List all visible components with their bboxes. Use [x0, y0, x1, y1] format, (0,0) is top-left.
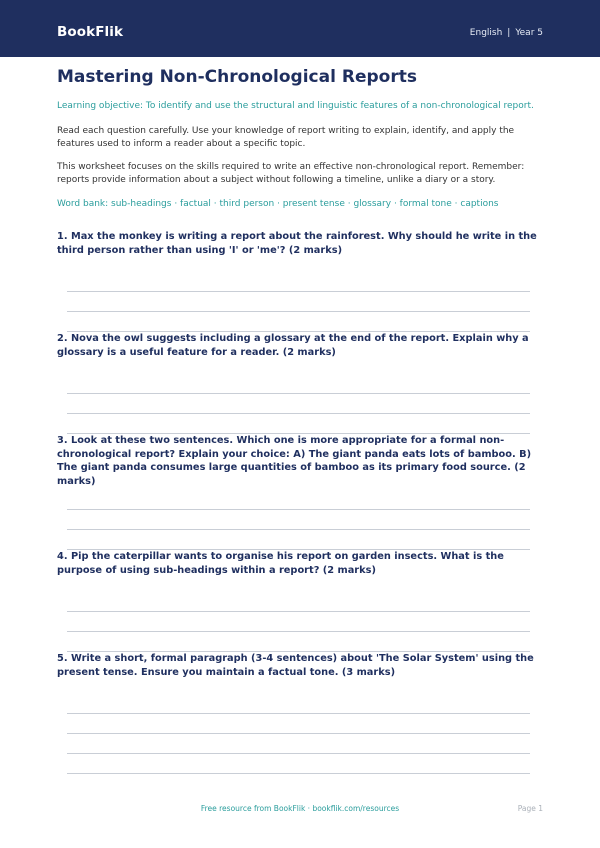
question-4: 4. Pip the caterpillar wants to organise his report on garden insects. What is the purpose of using sub-headings within a report? (2 marks) [57, 551, 504, 576]
question-5: 5. Write a short, formal paragraph (3-4 sentences) about 'The Solar System' using the present tense. Ensure you maintain a factual tone. (3 marks) [57, 653, 534, 678]
word-bank: Word bank: sub-headings · factual · third person · present tense · glossary · formal tone · captions [57, 199, 499, 209]
header-meta [470, 28, 543, 38]
instructions-paragraph: Read each question carefully. Use your knowledge of report writing to explain, identify, and apply the features used to inform a reader about a specific topic. [57, 126, 515, 149]
answer-line-q5-3[interactable] [67, 753, 530, 754]
answer-line-q4-2[interactable] [67, 631, 530, 632]
intro-paragraph: This worksheet focuses on the skills required to write an effective non-chronological report. Remember: reports provide information about a subject without following a timeline, unlike a diary or a story. [57, 162, 525, 185]
answer-line-q3-1[interactable] [67, 509, 530, 510]
question-3: 3. Look at these two sentences. Which one is more appropriate for a formal non-chronological report? Explain your choice: A) The giant panda eats lots of bamboo. B) The giant panda consumes large quantities of bamboo as its primary food source. (2 marks) [57, 435, 532, 487]
subject-label: English [469, 28, 503, 38]
brand-logo-text[interactable]: BookFlik [57, 24, 124, 40]
meta-separator: | [507, 28, 511, 38]
year-label: Year 5 [515, 28, 543, 38]
answer-line-q4-1[interactable] [67, 611, 530, 612]
answer-line-q5-1[interactable] [67, 713, 530, 714]
footer-credit[interactable]: Free resource from BookFlik · bookflik.com/resources [200, 804, 400, 813]
header-bar [0, 0, 600, 57]
answer-line-q5-4[interactable] [67, 773, 530, 774]
question-2: 2. Nova the owl suggests including a glossary at the end of the report. Explain why a glossary is a useful feature for a reader. (2 marks) [57, 333, 529, 358]
answer-line-q1-1[interactable] [67, 291, 530, 292]
answer-line-q2-1[interactable] [67, 393, 530, 394]
learning-objective: Learning objective: To identify and use the structural and linguistic features of a non-chronological report. [57, 101, 534, 111]
page-number: Page 1 [517, 804, 543, 813]
answer-line-q1-2[interactable] [67, 311, 530, 312]
page-title: Mastering Non-Chronological Reports [57, 67, 417, 87]
answer-line-q3-2[interactable] [67, 529, 530, 530]
answer-line-q2-2[interactable] [67, 413, 530, 414]
question-1: 1. Max the monkey is writing a report about the rainforest. Why should he write in the third person rather than using 'I' or 'me'? (2 marks) [57, 231, 537, 256]
answer-line-q5-2[interactable] [67, 733, 530, 734]
